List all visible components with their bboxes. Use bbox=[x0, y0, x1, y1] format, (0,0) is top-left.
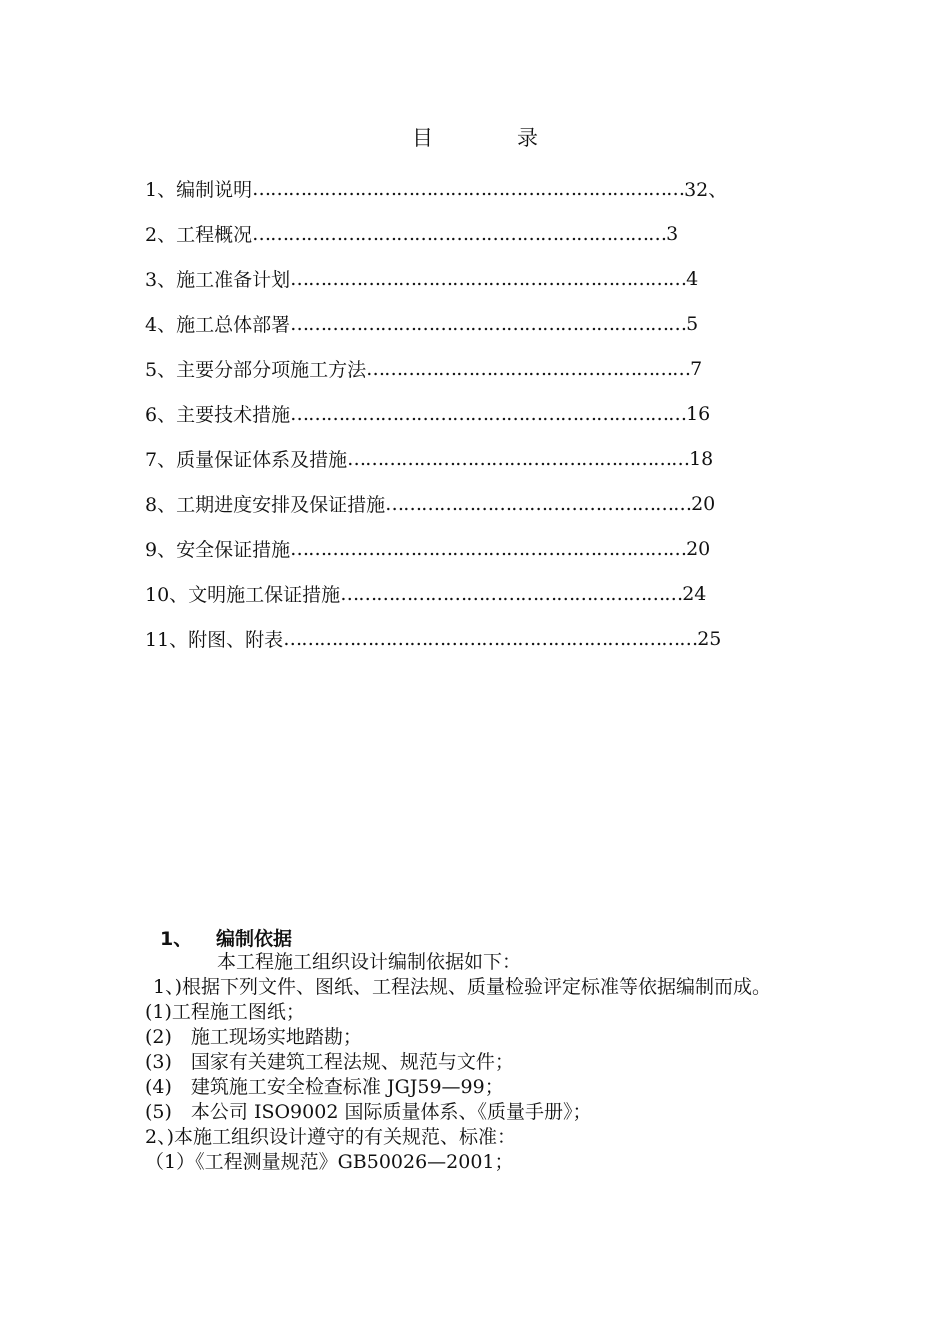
toc-entry-page: 18 bbox=[689, 447, 714, 470]
toc-entry-label: 4、施工总体部署 bbox=[145, 314, 291, 336]
toc-entry-label: 2、工程概况 bbox=[145, 224, 253, 246]
toc-entry-label: 8、工期进度安排及保证措施 bbox=[145, 494, 386, 516]
toc-leader-dots: …………………………………………………………… bbox=[283, 627, 698, 650]
toc-entry[interactable] bbox=[145, 301, 815, 346]
toc-entry[interactable] bbox=[145, 166, 815, 211]
body-line: 2、)本施工组织设计遵守的有关规范、标准： bbox=[145, 1126, 517, 1148]
toc-entry-label: 1、编制说明 bbox=[145, 179, 253, 201]
toc-entry-label: 11、附图、附表 bbox=[145, 629, 284, 651]
toc-leader-dots: ………………………………………………………… bbox=[290, 402, 687, 425]
toc-leader-dots: ………………………………………………… bbox=[347, 447, 690, 470]
body-line: 1、)根据下列文件、图纸、工程法规、质量检验评定标准等依据编制而成。 bbox=[153, 976, 772, 998]
toc-entry[interactable] bbox=[145, 346, 815, 391]
toc-entry-label: 7、质量保证体系及措施 bbox=[145, 449, 348, 471]
toc-leader-dots: ……………………………………………………………… bbox=[252, 177, 685, 200]
body-line: (1)工程施工图纸； bbox=[145, 1001, 305, 1023]
table-of-contents bbox=[145, 166, 815, 661]
section-title: 编制依据 bbox=[216, 928, 293, 950]
toc-entry-page: 32、 bbox=[684, 179, 728, 201]
toc-entry[interactable] bbox=[145, 571, 815, 616]
toc-entry-page: 5 bbox=[686, 312, 699, 335]
toc-entry-label: 6、主要技术措施 bbox=[145, 404, 291, 426]
toc-leader-dots: ………………………………………………… bbox=[340, 582, 683, 605]
section-body bbox=[145, 950, 815, 1175]
toc-entry-page: 16 bbox=[686, 402, 711, 425]
toc-entry-label: 10、文明施工保证措施 bbox=[145, 584, 341, 606]
toc-entry[interactable] bbox=[145, 256, 815, 301]
toc-title: 目 录 bbox=[412, 126, 538, 150]
toc-entry-page: 4 bbox=[686, 267, 699, 290]
body-line: (4) 建筑施工安全检查标准 JGJ59—99； bbox=[145, 1076, 504, 1098]
toc-leader-dots: ………………………………………………………… bbox=[290, 267, 687, 290]
body-line: 本工程施工组织设计编制依据如下： bbox=[217, 951, 522, 973]
section-number: 1、 bbox=[160, 928, 193, 950]
body-line: （1）《工程测量规范》GB50026—2001； bbox=[145, 1151, 514, 1173]
toc-entry-page: 20 bbox=[691, 492, 716, 515]
toc-entry-page: 25 bbox=[697, 627, 722, 650]
toc-leader-dots: ……………………………………………… bbox=[366, 357, 691, 380]
toc-entry-page: 3 bbox=[666, 222, 679, 245]
toc-entry[interactable] bbox=[145, 616, 815, 661]
toc-leader-dots: ………………………………………………………… bbox=[290, 312, 687, 335]
toc-leader-dots: ………………………………………………………… bbox=[290, 537, 687, 560]
toc-entry-label: 3、施工准备计划 bbox=[145, 269, 291, 291]
body-line: (3) 国家有关建筑工程法规、规范与文件； bbox=[145, 1051, 514, 1073]
body-line: (2) 施工现场实地踏勘； bbox=[145, 1026, 362, 1048]
toc-entry-label: 9、安全保证措施 bbox=[145, 539, 291, 561]
body-line: (5) 本公司 ISO9002 国际质量体系、《质量手册》； bbox=[145, 1101, 592, 1123]
toc-entry[interactable] bbox=[145, 481, 815, 526]
section-heading bbox=[160, 924, 292, 951]
toc-entry-page: 20 bbox=[686, 537, 711, 560]
toc-leader-dots: …………………………………………… bbox=[385, 492, 692, 515]
toc-entry-page: 7 bbox=[690, 357, 703, 380]
toc-entry[interactable] bbox=[145, 436, 815, 481]
toc-entry-page: 24 bbox=[682, 582, 707, 605]
toc-entry[interactable] bbox=[145, 211, 815, 256]
toc-entry[interactable] bbox=[145, 526, 815, 571]
toc-leader-dots: …………………………………………………………… bbox=[252, 222, 667, 245]
toc-entry-label: 5、主要分部分项施工方法 bbox=[145, 359, 367, 381]
toc-entry[interactable] bbox=[145, 391, 815, 436]
